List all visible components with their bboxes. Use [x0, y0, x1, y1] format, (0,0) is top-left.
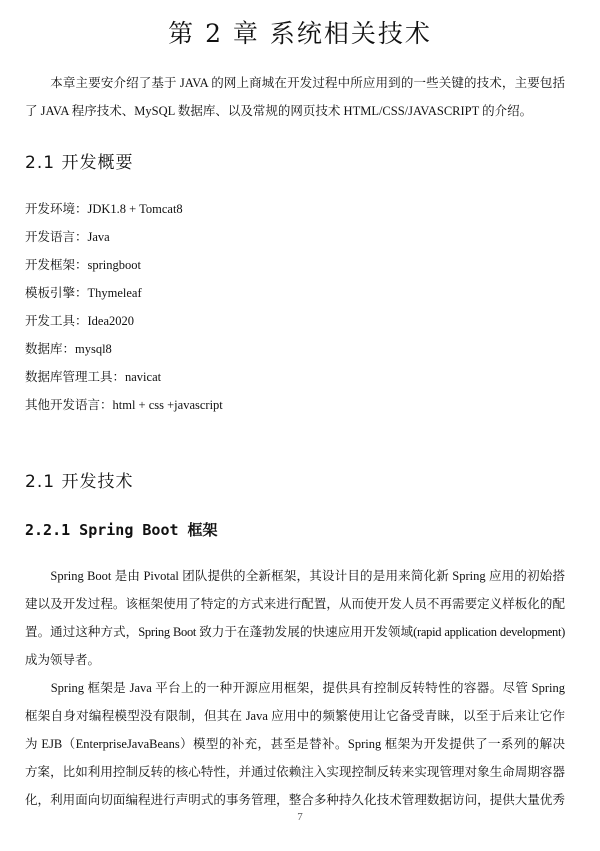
env-item: 数据库管理工具：navicat [25, 370, 162, 384]
paragraph-line: 方案，比如利用控制反转的核心特性，并通过依赖注入实现控制反转来实现管理对象生命周期容器 [25, 765, 565, 779]
paragraph-line: 框架自身对编程模型没有限制，但其在 Java 应用中的频繁使用让它备受青睐，以至于后来让它作 [25, 709, 565, 723]
section-heading-overview: 2.1 开发概要 [25, 153, 134, 173]
paragraph-line: Spring Boot 是由 Pivotal 团队提供的全新框架，其设计目的是用来简化新 Spring 应用的初始搭 [25, 569, 565, 583]
paragraph-line: 成为领导者。 [25, 653, 101, 667]
env-item: 开发语言：Java [25, 230, 110, 244]
paragraph-line: Spring 框架是 Java 平台上的一种开源应用框架，提供具有控制反转特性的容器。尽管 Spring [25, 681, 565, 695]
env-item: 开发环境：JDK1.8 + Tomcat8 [25, 202, 183, 216]
intro-line: 本章主要安介绍了基于 JAVA 的网上商城在开发过程中所应用到的一些关键的技术，主要包括 [25, 76, 565, 90]
env-item: 开发工具：Idea2020 [25, 314, 135, 328]
env-item: 其他开发语言：html + css +javascript [25, 398, 223, 412]
env-item: 数据库：mysql8 [25, 342, 112, 356]
env-item: 开发框架：springboot [25, 258, 141, 272]
paragraph-line: 建以及开发过程。该框架使用了特定的方式来进行配置，从而使开发人员不再需要定义样板化的配 [25, 597, 565, 611]
subsection-heading: 2.2.1 Spring Boot 框架 [25, 521, 218, 539]
page-number: 7 [297, 811, 303, 823]
paragraph-line: 为 EJB（EnterpriseJavaBeans）模型的补充，甚至是替补。Spring 框架为开发提供了一系列的解决 [25, 737, 565, 751]
section-heading-tech: 2.1 开发技术 [25, 472, 134, 492]
paragraph-line: 化，利用面向切面编程进行声明式的事务管理，整合多种持久化技术管理数据访问，提供大量优秀 [25, 793, 565, 807]
env-item: 模板引擎：Thymeleaf [25, 286, 142, 300]
paragraph-line: 置。通过这种方式，Spring Boot 致力于在蓬勃发展的快速应用开发领域(rapid application development) [25, 625, 565, 639]
intro-line: 了 JAVA 程序技术、MySQL 数据库、以及常规的网页技术 HTML/CSS/JAVASCRIPT 的介绍。 [25, 104, 533, 118]
chapter-title: 第 2 章 系统相关技术 [168, 19, 432, 48]
